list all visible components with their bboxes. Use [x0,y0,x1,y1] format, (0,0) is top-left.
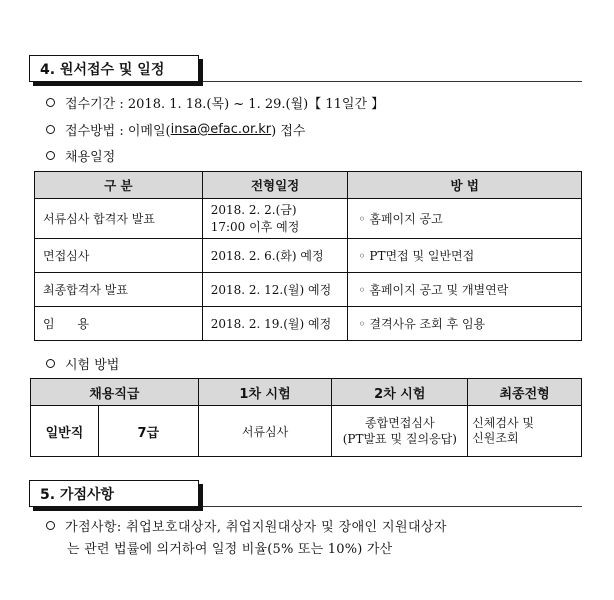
row-date-line1: 2018. 2. 2.(금) [210,202,297,217]
header-date: 전형일정 [202,172,348,199]
schedule-label: 채용일정 [65,150,116,165]
row-date [202,199,348,239]
table-row [35,239,582,273]
period-line [46,93,384,112]
row-category: 최종합격자 발표 [35,273,203,307]
circle-bullet-icon [46,98,55,107]
row-date: 2018. 2. 6.(화) 예정 [202,239,348,273]
row-date-line2: 17:00 이후 예정 [210,219,300,234]
header-position: 채용직급 [31,379,199,406]
header-second: 2차 시험 [332,379,468,406]
circle-bullet-icon [46,151,55,160]
exam-second-line2: (PT발표 및 질의응답) [342,432,457,446]
bonus-line-1 [46,512,447,538]
row-method: ◦ PT면접 및 일반면접 [348,239,582,273]
header-method: 방 법 [348,172,582,199]
exam-label: 시험 방법 [65,358,120,373]
row-category: 면접심사 [35,239,203,273]
exam-final [468,406,582,457]
schedule-table [34,171,582,341]
exam-second [332,406,468,457]
schedule-line [46,146,115,165]
table-row [35,307,582,341]
section-5-title [29,480,199,507]
table-row [35,273,582,307]
schedule-header-row [35,172,582,199]
method-prefix: 접수방법 : 이메일( [65,124,171,139]
method-suffix: ) 접수 [271,124,306,139]
table-row [31,406,582,457]
exam-first: 서류심사 [198,406,332,457]
row-method: ◦ 홈페이지 공고 및 개별연락 [348,273,582,307]
bonus-text-2: 는 관련 법률에 의거하여 일정 비율(5% 또는 10%) 가산 [67,542,393,557]
exam-header-row [31,379,582,406]
row-method: ◦ 홈페이지 공고 [348,199,582,239]
period-duration: 【 11일간 】 [308,97,385,112]
table-row [35,199,582,239]
circle-bullet-icon [46,521,55,530]
row-date: 2018. 2. 12.(월) 예정 [202,273,348,307]
section-4-title-text: 4. 원서접수 및 일정 [40,61,165,78]
exam-final-line1: 신체검사 및 [472,416,534,430]
header-first: 1차 시험 [198,379,332,406]
circle-bullet-icon [46,125,55,134]
method-line [46,120,305,139]
exam-type: 일반직 [31,406,99,457]
exam-second-line1: 종합면접심사 [365,416,435,430]
row-category: 서류심사 합격자 발표 [35,199,203,239]
exam-table [30,378,582,457]
section-4-divider [203,81,582,82]
header-final: 최종전형 [468,379,582,406]
row-method: ◦ 결격사유 조회 후 임용 [348,307,582,341]
exam-grade: 7급 [98,406,198,457]
circle-bullet-icon [46,359,55,368]
header-category: 구 분 [35,172,203,199]
row-date: 2018. 2. 19.(월) 예정 [202,307,348,341]
exam-line [46,354,119,373]
bonus-text-1: 가점사항: 취업보호대상자, 취업지원대상자 및 장애인 지원대상자 [65,519,447,535]
period-text: 접수기간 : 2018. 1. 18.(목) ~ 1. 29.(월) [65,97,309,112]
email-link[interactable]: insa@efac.or.kr [170,122,272,137]
row-category: 임 용 [35,307,203,341]
exam-final-line2: 신원조회 [472,431,519,445]
section-5-divider [203,506,582,507]
section-5-title-text: 5. 가점사항 [40,486,115,503]
section-4-title [29,55,199,82]
